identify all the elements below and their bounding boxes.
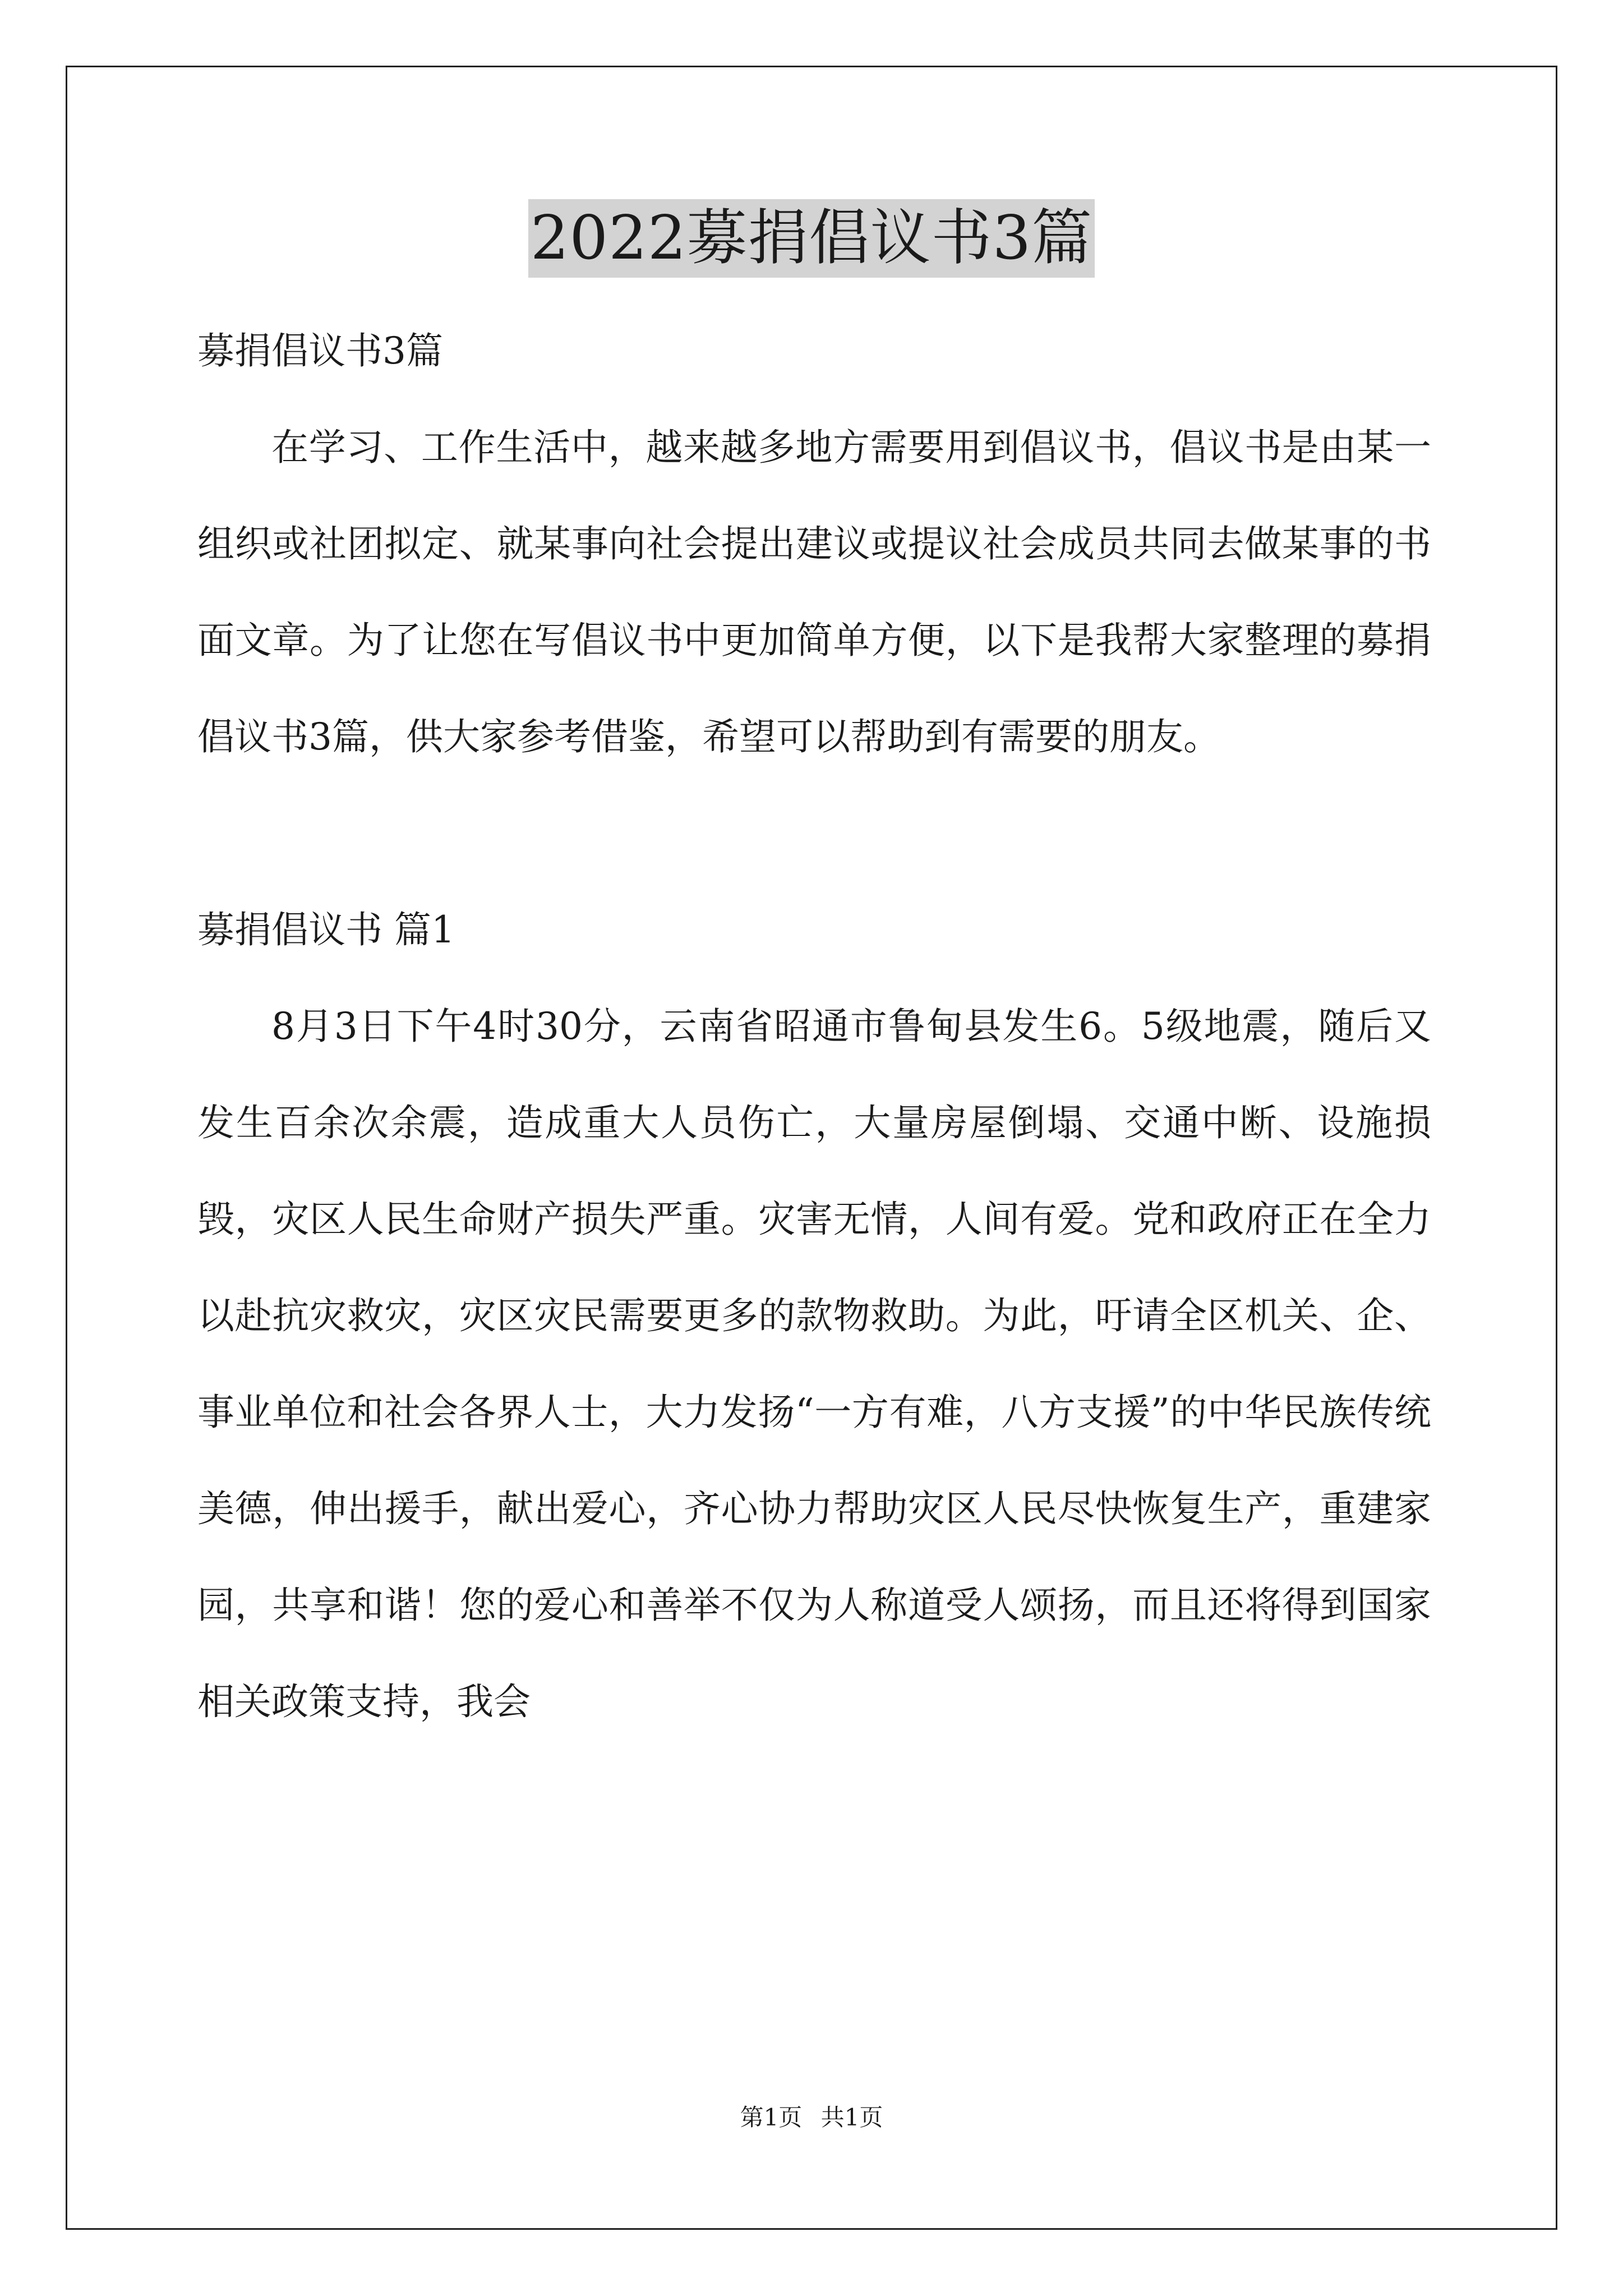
page-number: 第1页	[740, 2104, 803, 2131]
page-total: 共1页	[820, 2104, 883, 2131]
section-paragraph: 8月3日下午4时30分，云南省昭通市鲁甸县发生6。5级地震，随后又发生百余次余震，造成重大人员伤亡，大量房屋倒塌、交通中断、设施损毁，灾区人民生命财产损失严重。灾害无情，人间有爱。党和政府正在全力以赴抗灾救灾，灾区灾民需要更多的款物救助。为此，吁请全区机关、企、事业单位和社会各界人士，大力发扬“一方有难，八方支援”的中华民族传统美德，伸出援手，献出爱心，齐心协力帮助灾区人民尽快恢复生产，重建家园，共享和谐！您的爱心和善举不仅为人称道受人颂扬，而且还将得到国家相关政策支持，我会	[197, 1005, 1431, 1723]
intro-paragraph: 在学习、工作生活中，越来越多地方需要用到倡议书，倡议书是由某一组织或社团拟定、就某事向社会提出建议或提议社会成员共同去做某事的书面文章。为了让您在写倡议书中更加简单方便，以下是我帮大家整理的募捐倡议书3篇，供大家参考借鉴，希望可以帮助到有需要的朋友。	[197, 426, 1431, 758]
section-heading: 募捐倡议书 篇1	[197, 908, 455, 951]
page-footer	[0, 2101, 1623, 2134]
section-spacer	[197, 785, 1431, 882]
document-title: 2022募捐倡议书3篇	[528, 199, 1095, 278]
document-subtitle: 募捐倡议书3篇	[197, 329, 443, 372]
document-body	[197, 303, 1431, 1750]
title-container	[0, 199, 1623, 278]
